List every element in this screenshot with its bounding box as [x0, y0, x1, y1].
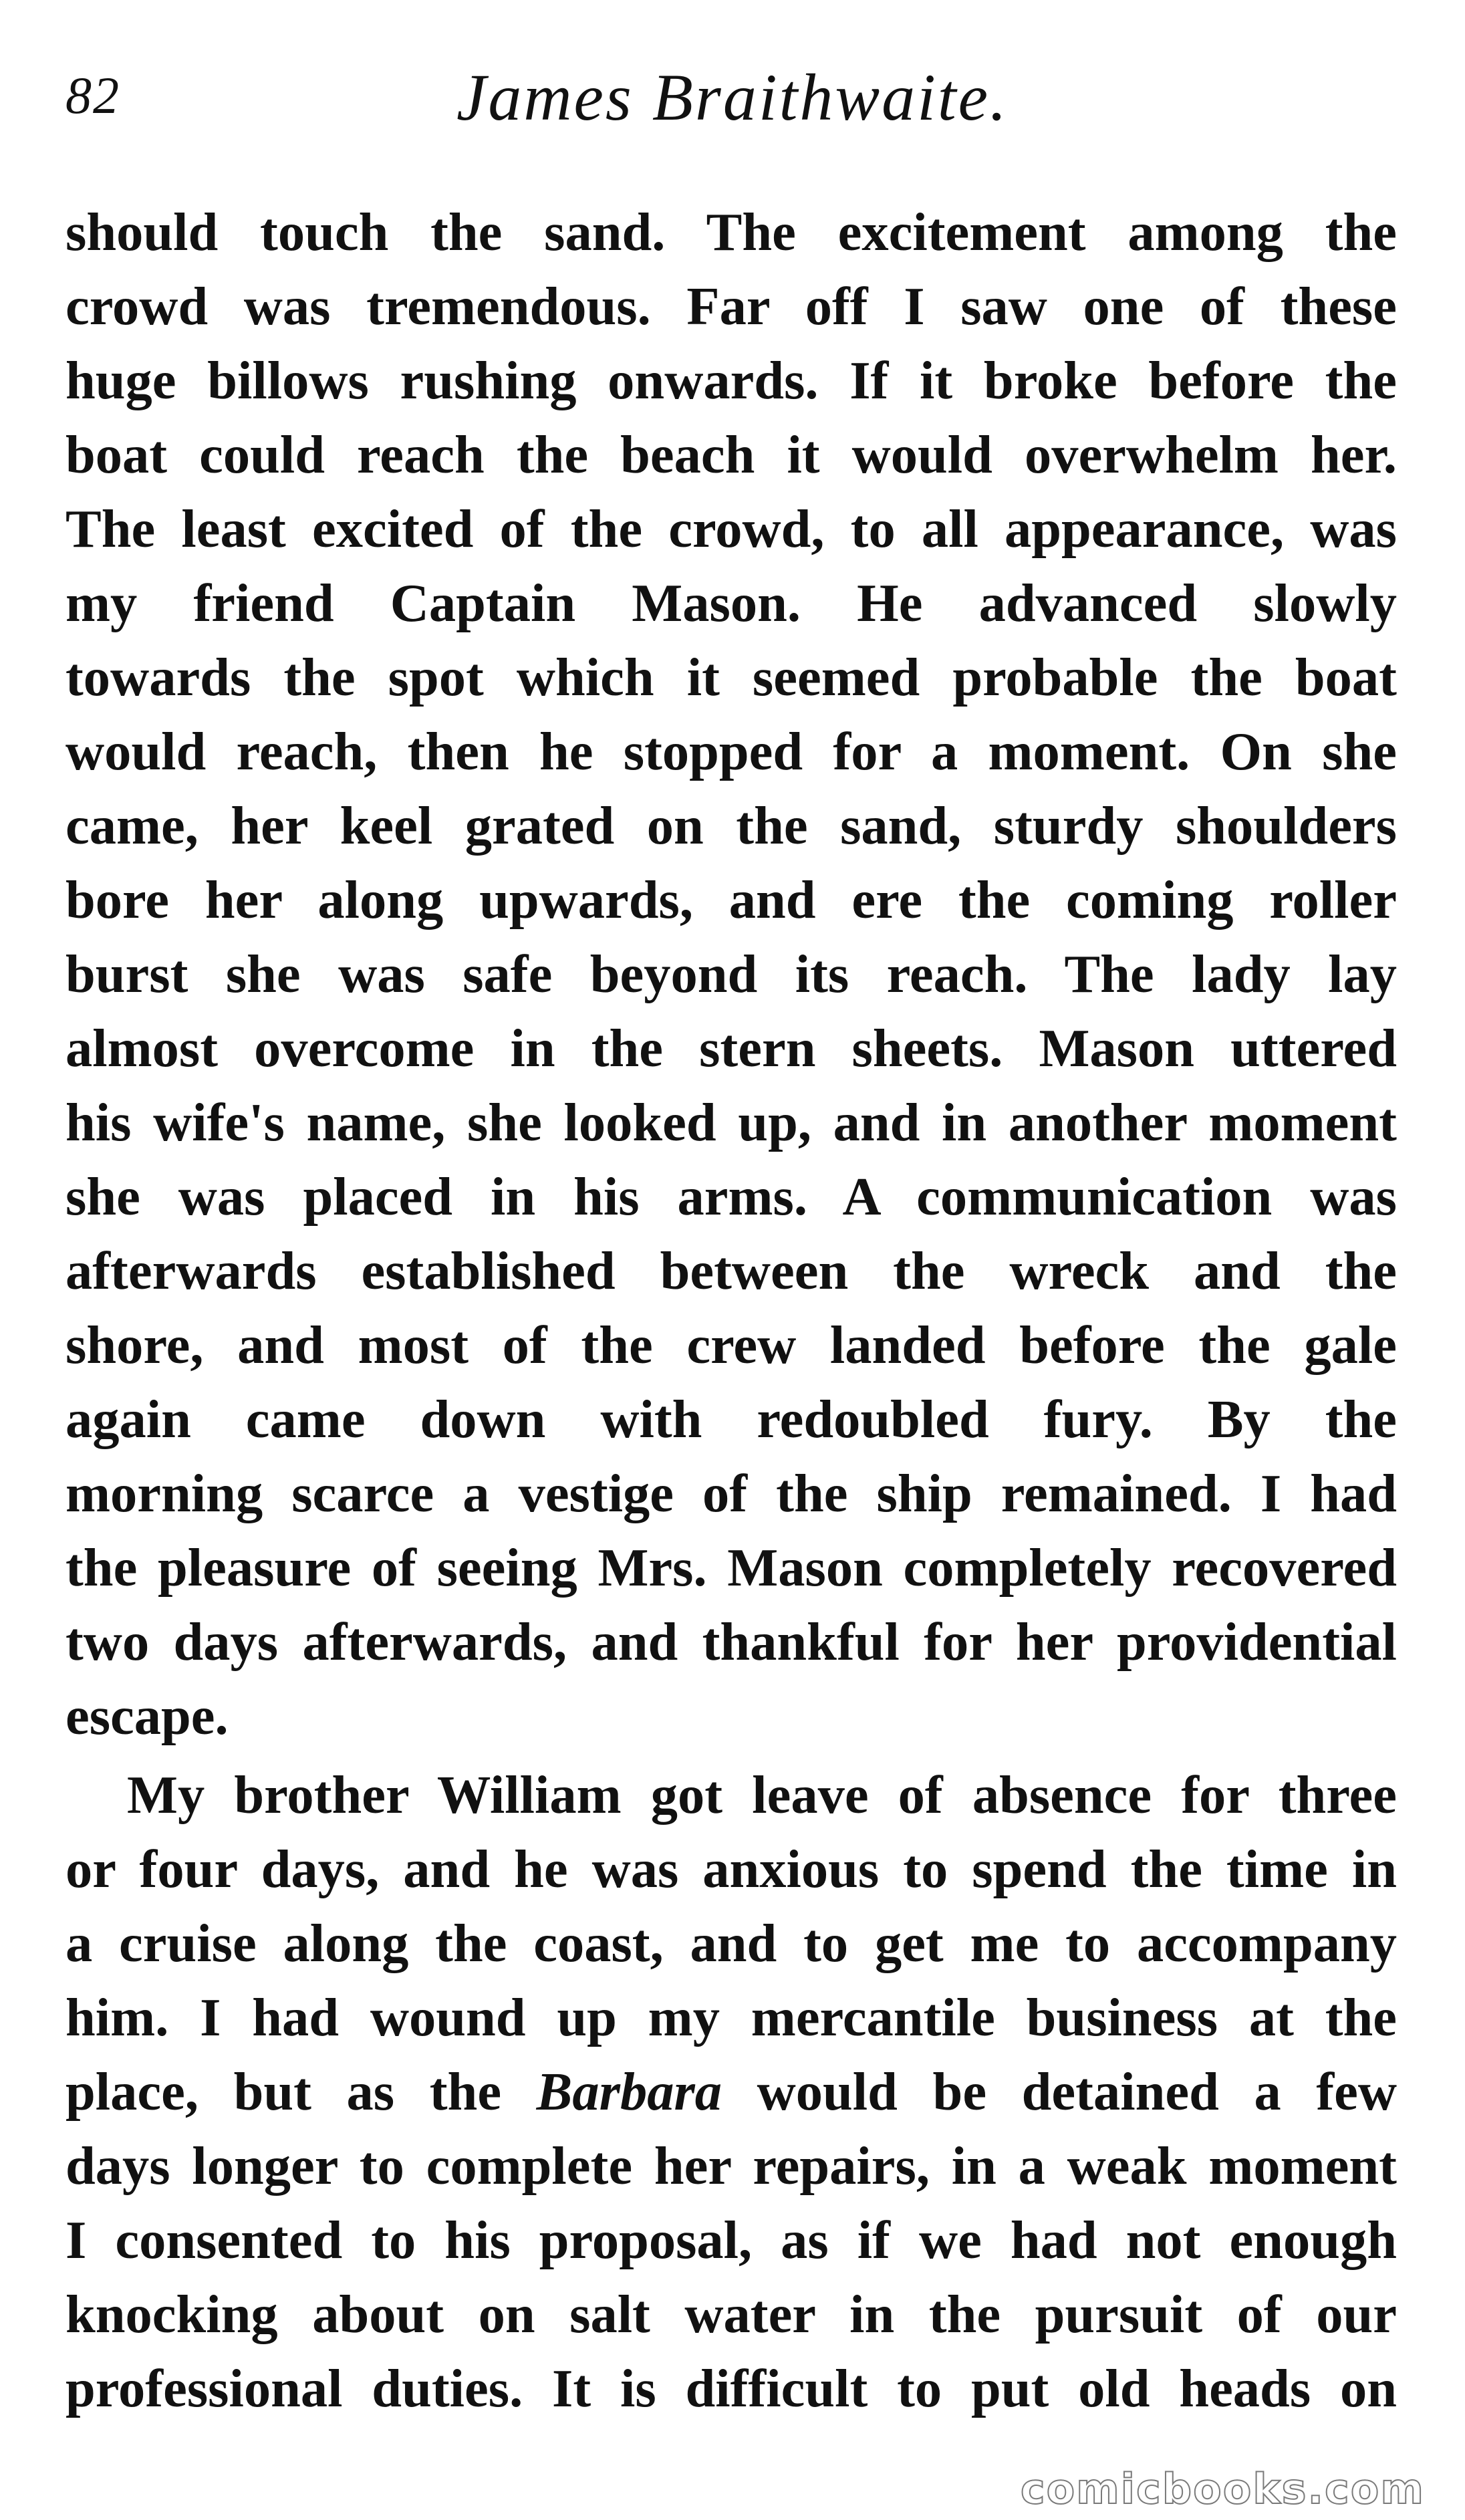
page-header [65, 59, 1400, 152]
text-line: a cruise along the coast, and to get me to accompany [65, 1914, 1397, 1973]
running-head: James Braithwaite. [456, 60, 1009, 134]
paragraph [65, 1758, 1397, 2426]
text-line: came, her keel grated on the sand, sturdy shoulders [65, 796, 1397, 856]
text-line: almost overcome in the stern sheets. Mason uttered [65, 1019, 1397, 1078]
text-line: boat could reach the beach it would overwhelm her. [65, 425, 1397, 485]
page-number: 82 [65, 66, 120, 124]
text-line: afterwards established between the wreck and the [65, 1241, 1397, 1301]
text-line: The least excited of the crowd, to all appearance, was [65, 499, 1397, 559]
ship-name: Barbara [536, 2062, 722, 2122]
text-segment: place, but as the [65, 2062, 537, 2122]
text-line: would reach, then he stopped for a moment. On she [65, 722, 1397, 781]
text-segment: would be detained a few [722, 2062, 1397, 2122]
watermark: comicbooks.com [1020, 2465, 1425, 2513]
text-line: knocking about on salt water in the pursuit of our [65, 2285, 1397, 2344]
text-line: or four days, and he was anxious to spend the time in [65, 1840, 1397, 1899]
text-line: towards the spot which it seemed probable the boat [65, 648, 1397, 707]
text-line: the pleasure of seeing Mrs. Mason completely recovered [65, 1538, 1397, 1598]
text-line: days longer to complete her repairs, in a weak moment [65, 2136, 1397, 2196]
text-line [65, 2055, 1397, 2129]
text-line: she was placed in his arms. A communication was [65, 1167, 1397, 1227]
text-line: escape. [65, 1686, 229, 1746]
text-line: should touch the sand. The excitement among the [65, 203, 1397, 262]
text-line: my friend Captain Mason. He advanced slowly [65, 574, 1397, 633]
text-line: again came down with redoubled fury. By the [65, 1390, 1397, 1449]
paragraph [65, 195, 1397, 1753]
text-line: morning scarce a vestige of the ship remained. I had [65, 1464, 1397, 1523]
text-line: huge billows rushing onwards. If it broke before the [65, 351, 1397, 410]
text-line: him. I had wound up my mercantile business at the [65, 1988, 1397, 2047]
text-line: his wife's name, she looked up, and in another moment [65, 1093, 1397, 1152]
text-line: crowd was tremendous. Far off I saw one of these [65, 277, 1397, 336]
text-line: My brother William got leave of absence for three [127, 1765, 1397, 1825]
text-line: bore her along upwards, and ere the coming roller [65, 870, 1397, 930]
text-line: two days afterwards, and thankful for her providential [65, 1612, 1397, 1672]
text-line: burst she was safe beyond its reach. The lady lay [65, 944, 1397, 1004]
text-line: shore, and most of the crew landed before the gale [65, 1315, 1397, 1375]
paragraph-gap [65, 1753, 1397, 1758]
text-line: professional duties. It is difficult to put old heads on [65, 2359, 1397, 2418]
body-text [65, 195, 1397, 2426]
text-line: I consented to his proposal, as if we had not enough [65, 2211, 1397, 2270]
